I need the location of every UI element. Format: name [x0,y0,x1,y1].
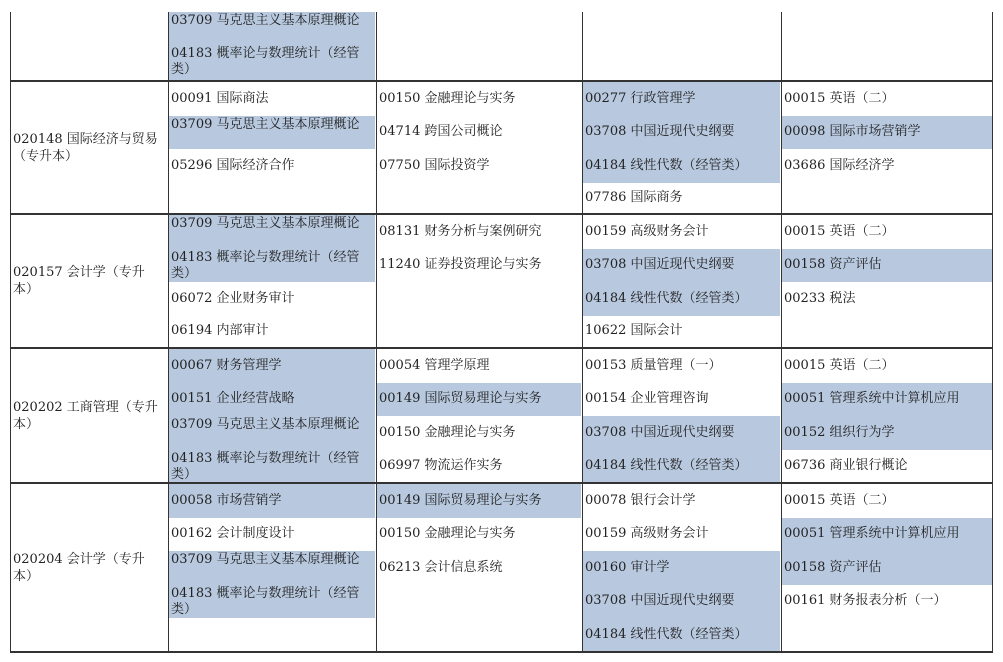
course-label: 00067 财务管理学 [171,357,282,373]
course-item [377,518,581,552]
course-label: 00091 国际商法 [171,90,269,106]
course-label: 04184 线性代数（经管类） [585,626,748,642]
course-item [782,551,992,585]
course-item [782,349,992,383]
course-label: 04184 线性代数（经管类） [585,457,748,473]
course-label: 00078 银行会计学 [585,492,696,508]
program-name: 020204 会计学（专升本） [13,551,145,584]
course-label: 03708 中国近现代史纲要 [585,257,735,273]
course-item [169,383,375,417]
course-label: 06736 商业银行概论 [784,457,908,473]
course-item [169,12,375,45]
course-item [377,416,581,450]
course-label: 08131 财务分析与案例研究 [379,223,542,239]
course-label: 00015 英语（二） [784,90,895,106]
course-label: 00098 国际市场营销学 [784,124,921,140]
course-item [377,383,581,417]
course-label: 04183 概率论与数理统计（经管类） [171,585,360,617]
course-label: 00149 国际贸易理论与实务 [379,492,542,508]
course-label: 00152 组织行为学 [784,424,895,440]
course-item [377,149,581,183]
course-item [782,149,992,183]
course-item [583,149,780,183]
course-label: 00158 资产评估 [784,559,882,575]
course-item [169,349,375,383]
course-label: 04714 跨国公司概论 [379,124,503,140]
course-item [782,215,992,249]
course-label: 00158 资产评估 [784,257,882,273]
course-item [583,82,780,116]
course-label: 03709 马克思主义基本原理概论 [171,13,360,28]
course-item [377,551,581,585]
course-item [377,484,581,518]
course-label: 00149 国际贸易理论与实务 [379,391,542,407]
course-label: 00051 管理系统中计算机应用 [784,526,960,542]
course-item [169,82,375,116]
course-item [169,585,375,619]
course-label: 00051 管理系统中计算机应用 [784,391,960,407]
course-label: 00162 会计制度设计 [171,526,295,542]
course-item [169,282,375,316]
course-item [169,450,375,483]
column-divider [992,12,993,652]
course-label: 00159 高级财务会计 [585,526,709,542]
course-label: 10622 国际会计 [585,323,683,339]
course-item [583,316,780,348]
course-label: 00150 金融理论与实务 [379,526,516,542]
course-item [583,450,780,483]
course-item [782,518,992,552]
course-item [782,450,992,483]
course-item [583,484,780,518]
course-item [782,282,992,316]
course-label: 00150 金融理论与实务 [379,90,516,106]
course-label: 03708 中国近现代史纲要 [585,124,735,140]
course-item [583,518,780,552]
course-item [782,416,992,450]
course-label: 04184 线性代数（经管类） [585,290,748,306]
course-label: 06213 会计信息系统 [379,559,503,575]
course-item [583,551,780,585]
course-label: 03708 中国近现代史纲要 [585,593,735,609]
course-label: 04184 线性代数（经管类） [585,157,748,173]
course-label: 00150 金融理论与实务 [379,424,516,440]
course-label: 00015 英语（二） [784,357,895,373]
course-item [377,82,581,116]
course-label: 03708 中国近现代史纲要 [585,424,735,440]
course-item [782,585,992,619]
course-item [583,249,780,283]
course-label: 06194 内部审计 [171,323,269,339]
course-item [583,618,780,651]
course-item [583,282,780,316]
course-item [169,484,375,518]
program-name: 020148 国际经济与贸易（专升本） [13,131,158,164]
course-label: 04183 概率论与数理统计（经管类） [171,450,360,482]
course-label: 06997 物流运作实务 [379,457,503,473]
course-item [782,116,992,150]
course-item [583,416,780,450]
course-item [169,416,375,450]
course-item [169,551,375,585]
course-item [583,215,780,249]
course-item [583,383,780,417]
course-item [169,149,375,183]
course-item [782,82,992,116]
column-divider [10,12,11,652]
course-label: 00151 企业经营战略 [171,391,295,407]
course-item [169,316,375,348]
course-label: 07750 国际投资学 [379,157,490,173]
course-item [583,116,780,150]
course-label: 00015 英语（二） [784,492,895,508]
course-label: 07786 国际商务 [585,189,683,205]
program-name: 020157 会计学（专升本） [13,265,145,297]
course-label: 06072 企业财务审计 [171,290,295,306]
course-label: 11240 证券投资理论与实务 [379,257,542,273]
course-label: 00233 税法 [784,290,856,306]
course-item [583,183,780,214]
course-label: 04183 概率论与数理统计（经管类） [171,249,360,281]
course-label: 00015 英语（二） [784,223,895,239]
course-item [169,116,375,150]
course-item [169,45,375,80]
course-label: 00153 质量管理（一） [585,357,722,373]
course-table [10,12,993,652]
course-label: 03709 马克思主义基本原理概论 [171,216,360,231]
course-label: 00161 财务报表分析（一） [784,593,947,609]
program-name: 020202 工商管理（专升本） [13,399,158,432]
course-label: 00160 审计学 [585,559,670,575]
course-item [377,349,581,383]
course-item [377,249,581,283]
course-item [782,383,992,417]
course-label: 05296 国际经济合作 [171,157,295,173]
course-item [169,518,375,552]
course-label: 00159 高级财务会计 [585,223,709,239]
course-item [782,249,992,283]
course-item [377,116,581,150]
course-label: 03709 马克思主义基本原理概论 [171,552,360,567]
course-item [377,450,581,483]
course-item [377,215,581,249]
row-divider [10,651,993,653]
course-label: 03709 马克思主义基本原理概论 [171,417,360,432]
course-label: 04183 概率论与数理统计（经管类） [171,46,360,77]
course-item [169,215,375,249]
course-label: 00154 企业管理咨询 [585,391,709,407]
course-item [782,484,992,518]
course-label: 03686 国际经济学 [784,157,895,173]
course-label: 00058 市场营销学 [171,492,282,508]
course-label: 00054 管理学原理 [379,357,490,373]
course-item [583,585,780,619]
course-item [169,249,375,283]
course-label: 00277 行政管理学 [585,90,696,106]
course-item [583,349,780,383]
course-label: 03709 马克思主义基本原理概论 [171,116,360,132]
